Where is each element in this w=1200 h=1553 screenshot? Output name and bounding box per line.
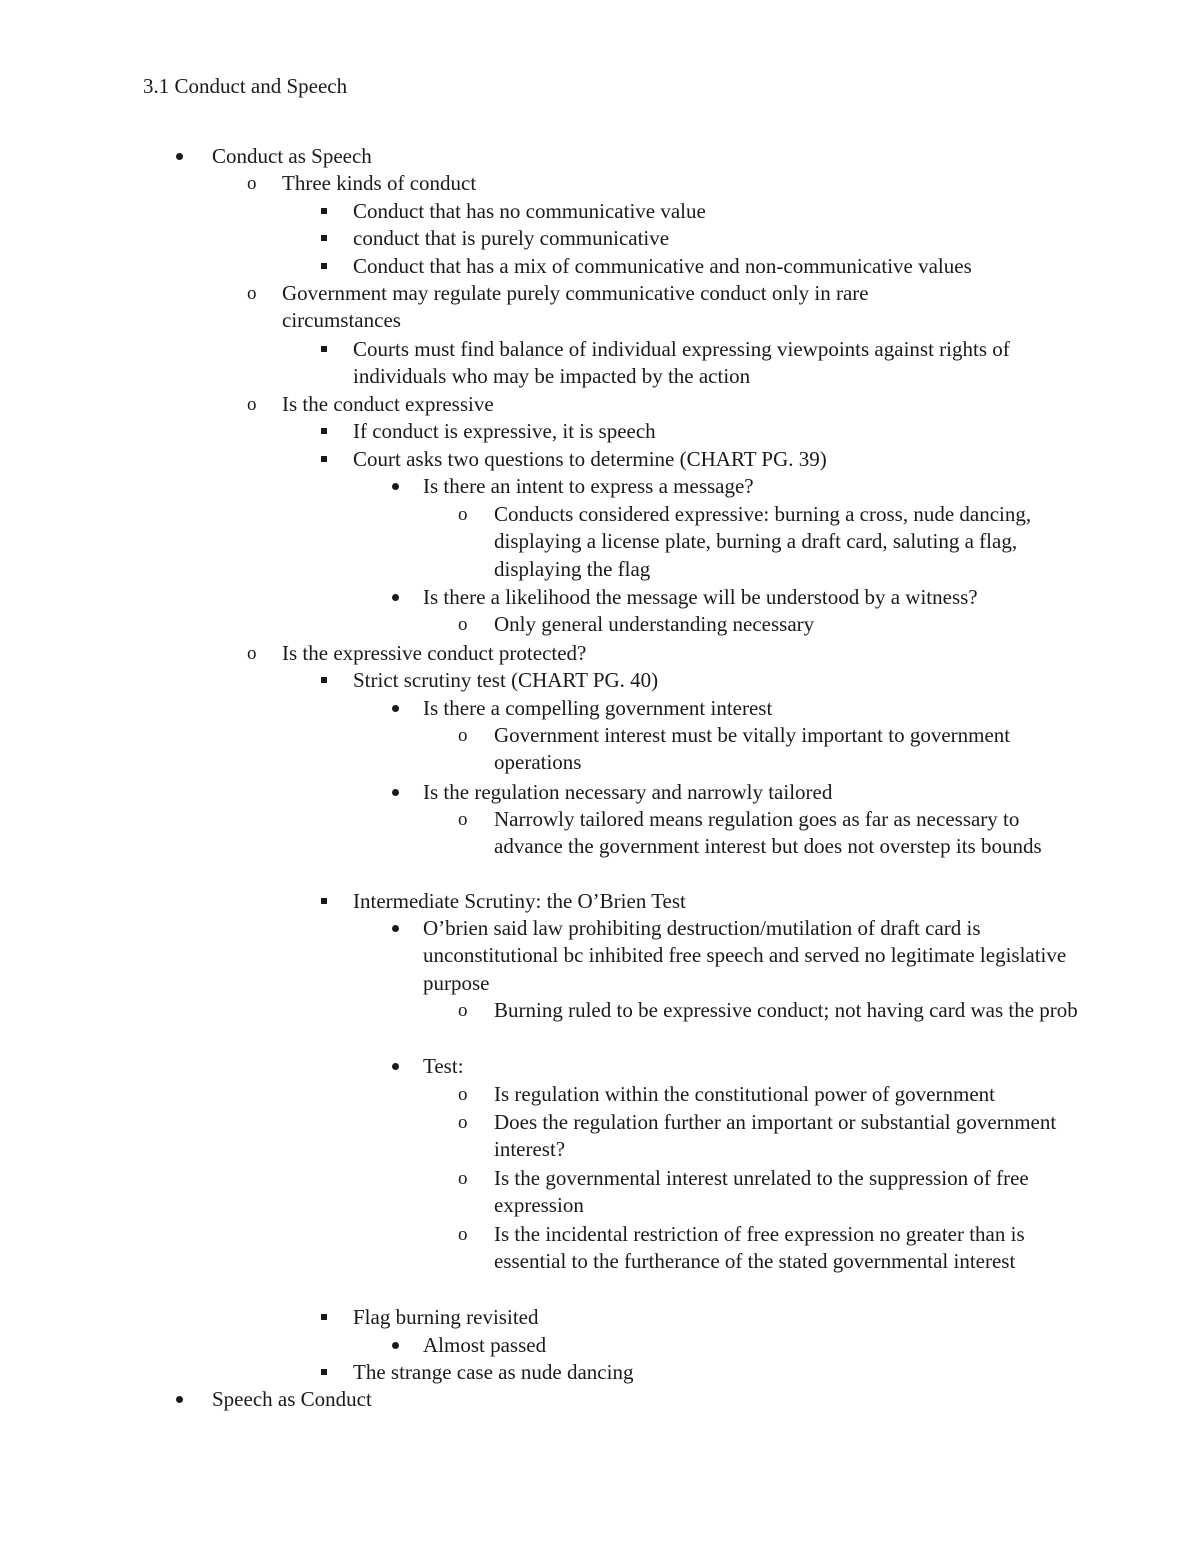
outline-item-level-4 bbox=[423, 1053, 1073, 1080]
square-bullet-icon bbox=[318, 888, 338, 915]
bullet-bullet-icon bbox=[388, 779, 408, 806]
outline-item-text: Is regulation within the constitutional power of government bbox=[494, 1082, 995, 1106]
outline-item-level-4 bbox=[423, 779, 1073, 806]
bullet-bullet-icon bbox=[388, 1053, 408, 1080]
outline-item-level-5 bbox=[458, 1165, 1084, 1220]
square-bullet-icon bbox=[318, 253, 338, 280]
outline-item-level-3 bbox=[353, 198, 1063, 225]
circle-bullet-icon: o bbox=[458, 614, 468, 635]
outline-item-text: Is the regulation necessary and narrowly tailored bbox=[423, 780, 833, 804]
bullet-bullet-icon bbox=[172, 1386, 192, 1413]
outline-item-level-5 bbox=[458, 1081, 1084, 1108]
outline-item-text: Burning ruled to be expressive conduct; not having card was the prob bbox=[494, 998, 1078, 1022]
outline-item-text: O’brien said law prohibiting destruction/mutilation of draft card is unconstitutional bc inhibited free speech and served no legitimate legislative purpose bbox=[423, 916, 1067, 995]
circle-bullet-icon: o bbox=[247, 283, 257, 304]
outline-item-level-3 bbox=[353, 446, 1063, 473]
outline-item-level-2 bbox=[247, 391, 982, 418]
outline-item-text: Intermediate Scrutiny: the O’Brien Test bbox=[353, 889, 686, 913]
outline-item-text: Is there an intent to express a message? bbox=[423, 474, 754, 498]
outline-item-level-5 bbox=[458, 997, 1084, 1024]
outline-item-text: Is there a likelihood the message will be understood by a witness? bbox=[423, 585, 978, 609]
outline-item-level-2 bbox=[247, 170, 982, 197]
outline-item-level-3 bbox=[353, 667, 1063, 694]
bullet-bullet-icon bbox=[388, 584, 408, 611]
outline-item-text: Only general understanding necessary bbox=[494, 612, 815, 636]
outline-item-text: Narrowly tailored means regulation goes as far as necessary to advance the government interest but does not overstep its bounds bbox=[494, 807, 1042, 859]
bullet-bullet-icon bbox=[172, 143, 192, 170]
circle-bullet-icon: o bbox=[458, 1000, 468, 1021]
circle-bullet-icon: o bbox=[458, 1112, 468, 1133]
outline-item-text: Strict scrutiny test (CHART PG. 40) bbox=[353, 668, 659, 692]
outline-item-level-4 bbox=[423, 1332, 1073, 1359]
outline-item-text: Three kinds of conduct bbox=[282, 171, 477, 195]
square-bullet-icon bbox=[318, 446, 338, 473]
circle-bullet-icon: o bbox=[458, 504, 468, 525]
outline-item-text: Does the regulation further an important or substantial government interest? bbox=[494, 1110, 1057, 1162]
square-bullet-icon bbox=[318, 418, 338, 445]
square-bullet-icon bbox=[318, 1359, 338, 1386]
outline-item-text: conduct that is purely communicative bbox=[353, 226, 670, 250]
circle-bullet-icon: o bbox=[458, 809, 468, 830]
outline-item-text: Almost passed bbox=[423, 1333, 547, 1357]
outline-item-text: Flag burning revisited bbox=[353, 1305, 539, 1329]
outline-item-level-5 bbox=[458, 1109, 1084, 1164]
outline-item-level-3 bbox=[353, 1359, 1063, 1386]
outline-item-text: Government may regulate purely communicative conduct only in rare circumstances bbox=[282, 281, 869, 333]
outline-item-text: Conduct that has no communicative value bbox=[353, 199, 706, 223]
square-bullet-icon bbox=[318, 667, 338, 694]
outline-item-text: Is the governmental interest unrelated to the suppression of free expression bbox=[494, 1166, 1029, 1218]
square-bullet-icon bbox=[318, 336, 338, 363]
outline-item-level-3 bbox=[353, 418, 1063, 445]
outline-item-text: Conduct that has a mix of communicative and non-communicative values bbox=[353, 254, 972, 278]
square-bullet-icon bbox=[318, 1304, 338, 1331]
outline-item-text: If conduct is expressive, it is speech bbox=[353, 419, 656, 443]
outline-item-level-1 bbox=[212, 1386, 1112, 1413]
bullet-bullet-icon bbox=[388, 695, 408, 722]
square-bullet-icon bbox=[318, 225, 338, 252]
outline-item-text: Conducts considered expressive: burning a cross, nude dancing, displaying a license plate, burning a draft card, saluting a flag, displaying the flag bbox=[494, 502, 1032, 581]
bullet-bullet-icon bbox=[388, 473, 408, 500]
outline-item-level-3 bbox=[353, 253, 1063, 280]
outline-item-text: Is there a compelling government interest bbox=[423, 696, 773, 720]
outline-item-text: Is the conduct expressive bbox=[282, 392, 494, 416]
outline-item-level-3 bbox=[353, 336, 1063, 391]
outline-item-level-5 bbox=[458, 806, 1084, 861]
outline-item-level-5 bbox=[458, 722, 1084, 777]
outline-item-level-4 bbox=[423, 915, 1073, 997]
square-bullet-icon bbox=[318, 198, 338, 225]
circle-bullet-icon: o bbox=[458, 1168, 468, 1189]
outline-item-level-5 bbox=[458, 1221, 1084, 1276]
outline-item-level-1 bbox=[212, 143, 1112, 170]
outline-item-text: Is the expressive conduct protected? bbox=[282, 641, 587, 665]
outline-item-text: Speech as Conduct bbox=[212, 1387, 372, 1411]
outline-item-text: Court asks two questions to determine (CHART PG. 39) bbox=[353, 447, 827, 471]
circle-bullet-icon: o bbox=[247, 173, 257, 194]
outline-item-level-4 bbox=[423, 584, 1073, 611]
circle-bullet-icon: o bbox=[458, 1224, 468, 1245]
circle-bullet-icon: o bbox=[458, 1084, 468, 1105]
outline-item-level-4 bbox=[423, 473, 1073, 500]
outline-item-level-5 bbox=[458, 611, 1084, 638]
outline-item-level-5 bbox=[458, 501, 1084, 583]
outline-item-text: Courts must find balance of individual expressing viewpoints against rights of individuals who may be impacted by the action bbox=[353, 337, 1010, 389]
outline-item-text: Government interest must be vitally important to government operations bbox=[494, 723, 1011, 775]
outline-item-level-2 bbox=[247, 640, 982, 667]
bullet-bullet-icon bbox=[388, 915, 408, 942]
outline-item-level-3 bbox=[353, 888, 1063, 915]
outline-item-text: The strange case as nude dancing bbox=[353, 1360, 634, 1384]
circle-bullet-icon: o bbox=[247, 394, 257, 415]
bullet-bullet-icon bbox=[388, 1332, 408, 1359]
outline-item-level-3 bbox=[353, 1304, 1063, 1331]
outline-item-text: Is the incidental restriction of free expression no greater than is essential to the furtherance of the stated governmental interest bbox=[494, 1222, 1025, 1274]
outline-item-text: Conduct as Speech bbox=[212, 144, 372, 168]
outline-item-level-2 bbox=[247, 280, 982, 335]
outline-item-level-3 bbox=[353, 225, 1063, 252]
circle-bullet-icon: o bbox=[247, 643, 257, 664]
document-title: 3.1 Conduct and Speech bbox=[143, 74, 348, 98]
outline-item-level-4 bbox=[423, 695, 1073, 722]
circle-bullet-icon: o bbox=[458, 725, 468, 746]
outline-item-text: Test: bbox=[423, 1054, 464, 1078]
